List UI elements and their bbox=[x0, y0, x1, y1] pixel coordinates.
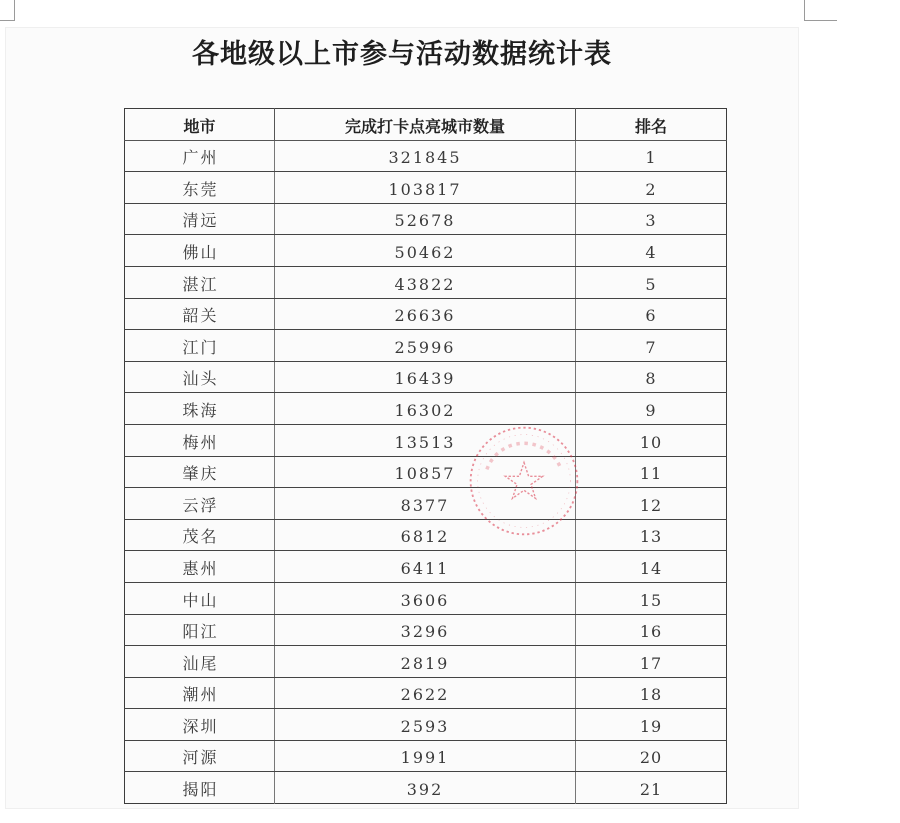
table-row bbox=[125, 488, 727, 520]
cell-rank: 1 bbox=[576, 140, 727, 172]
cell-city: 韶关 bbox=[125, 298, 275, 330]
cell-rank: 7 bbox=[576, 330, 727, 362]
cell-count: 16302 bbox=[275, 393, 576, 425]
cell-city: 江门 bbox=[125, 330, 275, 362]
table-row bbox=[125, 772, 727, 804]
cell-rank: 5 bbox=[576, 266, 727, 298]
table-row bbox=[125, 614, 727, 646]
cell-count: 25996 bbox=[275, 330, 576, 362]
cell-city: 佛山 bbox=[125, 235, 275, 267]
cell-city: 深圳 bbox=[125, 709, 275, 741]
document-title: 各地级以上市参与活动数据统计表 bbox=[192, 39, 612, 70]
cell-city: 揭阳 bbox=[125, 772, 275, 804]
cell-city: 汕头 bbox=[125, 361, 275, 393]
table-row bbox=[125, 456, 727, 488]
cell-count: 3296 bbox=[275, 614, 576, 646]
cell-city: 汕尾 bbox=[125, 646, 275, 678]
cell-count: 2819 bbox=[275, 646, 576, 678]
header-city: 地市 bbox=[125, 109, 275, 141]
crop-mark-top-left bbox=[0, 0, 15, 21]
table-row bbox=[125, 740, 727, 772]
cell-rank: 17 bbox=[576, 646, 727, 678]
cell-count: 13513 bbox=[275, 424, 576, 456]
document-page bbox=[6, 28, 798, 808]
cell-city: 梅州 bbox=[125, 424, 275, 456]
cell-rank: 9 bbox=[576, 393, 727, 425]
table-header-row bbox=[125, 109, 727, 141]
table-row bbox=[125, 330, 727, 362]
cell-city: 珠海 bbox=[125, 393, 275, 425]
cell-city: 东莞 bbox=[125, 172, 275, 204]
cell-rank: 8 bbox=[576, 361, 727, 393]
header-count: 完成打卡点亮城市数量 bbox=[275, 109, 576, 141]
cell-city: 广州 bbox=[125, 140, 275, 172]
cell-count: 2622 bbox=[275, 677, 576, 709]
cell-count: 6411 bbox=[275, 551, 576, 583]
cell-city: 清远 bbox=[125, 203, 275, 235]
cell-rank: 21 bbox=[639, 780, 663, 800]
cell-count: 2593 bbox=[275, 709, 576, 741]
cell-count: 8377 bbox=[275, 488, 576, 520]
cell-rank: 16 bbox=[576, 614, 727, 646]
table-row bbox=[125, 235, 727, 267]
cell-count: 1991 bbox=[275, 740, 576, 772]
cell-rank: 13 bbox=[576, 519, 727, 551]
cell-rank: 11 bbox=[576, 456, 727, 488]
cell-count: 52678 bbox=[275, 203, 576, 235]
cell-count: 3606 bbox=[275, 582, 576, 614]
table-row bbox=[125, 393, 727, 425]
cell-count: 10857 bbox=[275, 456, 576, 488]
cell-rank: 6 bbox=[576, 298, 727, 330]
cell-rank: 4 bbox=[576, 235, 727, 267]
table-row bbox=[125, 298, 727, 330]
cell-rank: 20 bbox=[576, 740, 727, 772]
cell-city: 惠州 bbox=[125, 551, 275, 583]
crop-mark-top-right bbox=[804, 0, 837, 21]
header-rank: 排名 bbox=[576, 109, 727, 141]
table-row bbox=[125, 709, 727, 741]
cell-count: 392 bbox=[275, 772, 576, 804]
table-row bbox=[125, 172, 727, 204]
table-row bbox=[125, 424, 727, 456]
table-row bbox=[125, 266, 727, 298]
table-row bbox=[125, 646, 727, 678]
cell-city: 中山 bbox=[125, 582, 275, 614]
cell-rank: 2 bbox=[576, 172, 727, 204]
table-row bbox=[125, 361, 727, 393]
cell-count: 6812 bbox=[275, 519, 576, 551]
cell-rank: 14 bbox=[576, 551, 727, 583]
cell-count: 16439 bbox=[275, 361, 576, 393]
statistics-table-wrapper bbox=[124, 108, 726, 804]
statistics-table bbox=[124, 108, 727, 804]
cell-rank: 15 bbox=[576, 582, 727, 614]
cell-rank: 3 bbox=[576, 203, 727, 235]
cell-count: 26636 bbox=[275, 298, 576, 330]
cell-rank: 10 bbox=[576, 424, 727, 456]
cell-city: 阳江 bbox=[125, 614, 275, 646]
table-row bbox=[125, 519, 727, 551]
cell-city: 河源 bbox=[125, 740, 275, 772]
cell-city: 肇庆 bbox=[125, 456, 275, 488]
cell-city: 云浮 bbox=[125, 488, 275, 520]
cell-city: 湛江 bbox=[125, 266, 275, 298]
cell-city: 潮州 bbox=[125, 677, 275, 709]
cell-count: 321845 bbox=[275, 140, 576, 172]
cell-rank: 19 bbox=[576, 709, 727, 741]
table-row bbox=[125, 582, 727, 614]
cell-count: 43822 bbox=[275, 266, 576, 298]
cell-rank: 18 bbox=[576, 677, 727, 709]
cell-count: 103817 bbox=[275, 172, 576, 204]
table-row bbox=[125, 677, 727, 709]
table-row bbox=[125, 203, 727, 235]
cell-rank: 12 bbox=[576, 488, 727, 520]
table-row bbox=[125, 551, 727, 583]
cell-count: 50462 bbox=[275, 235, 576, 267]
cell-city: 茂名 bbox=[125, 519, 275, 551]
table-row bbox=[125, 140, 727, 172]
